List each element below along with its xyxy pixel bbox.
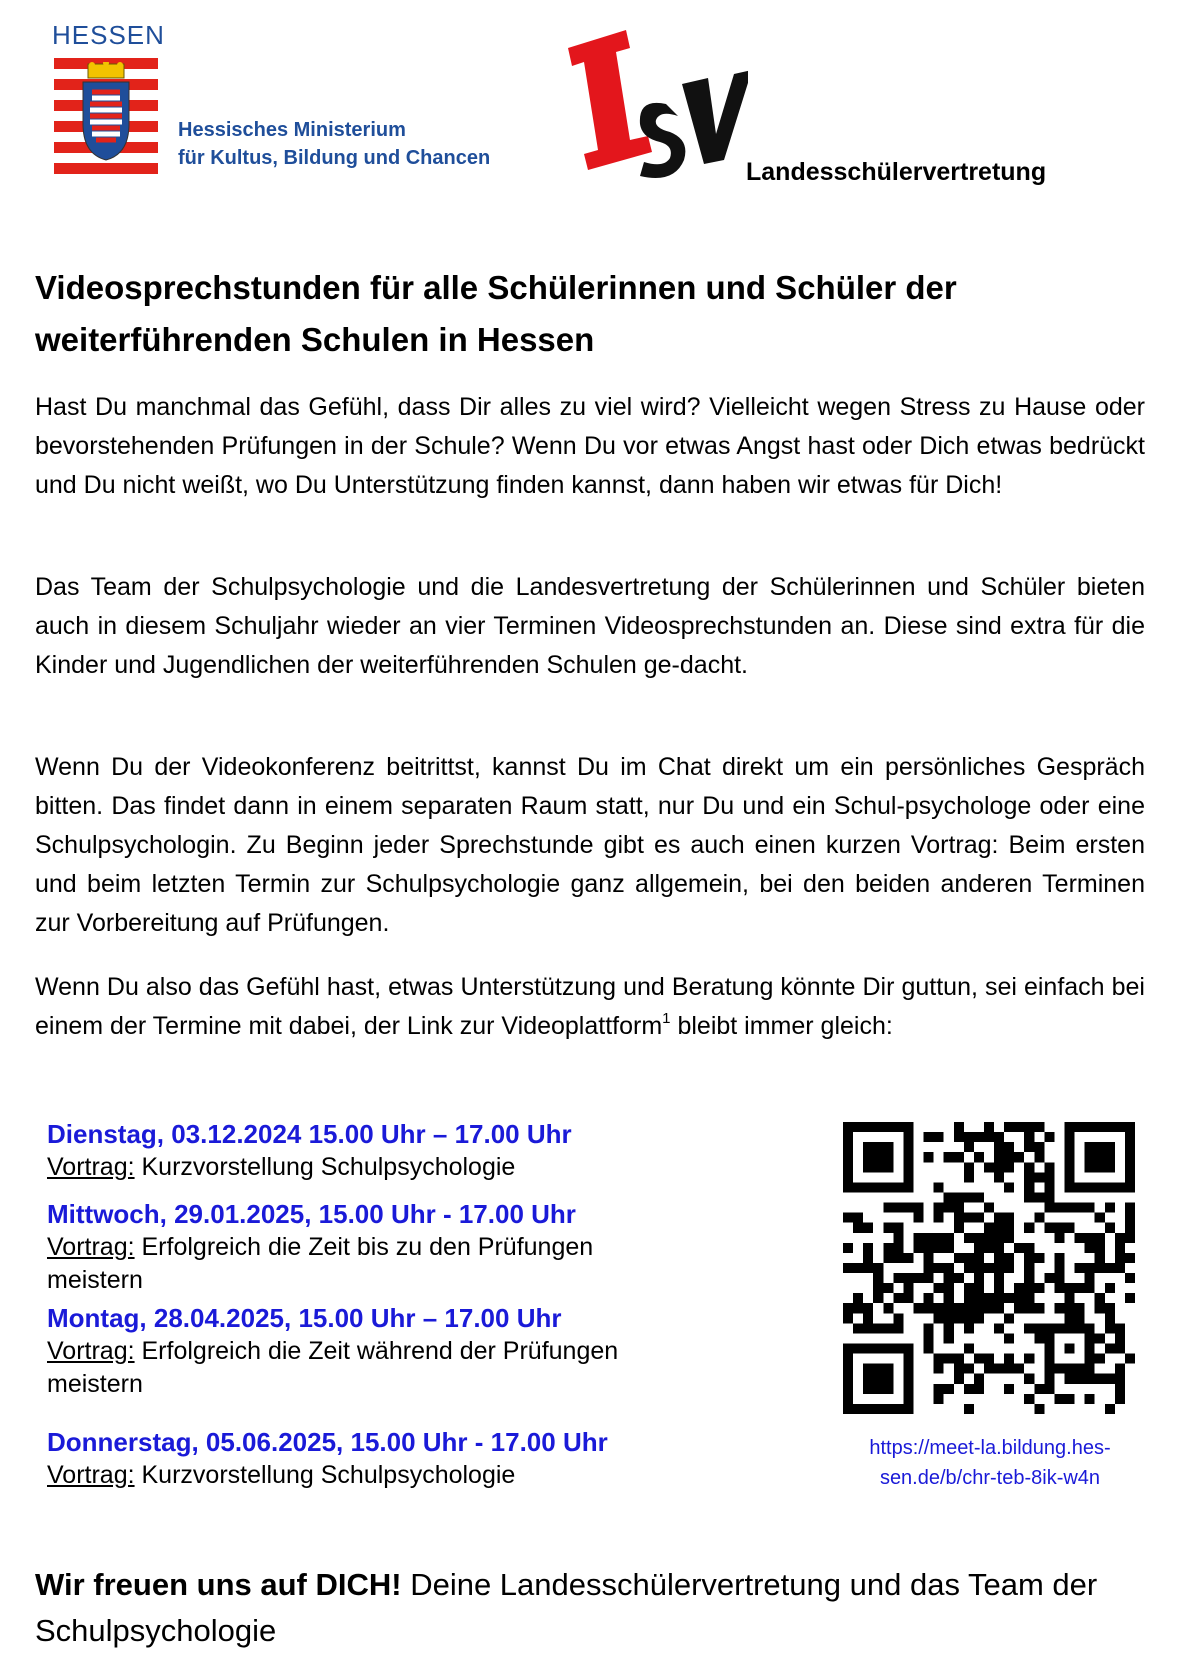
video-platform-link[interactable]: https://meet-la.bildung.hes- sen.de/b/chr-teb-8ik-w4n xyxy=(869,1437,1111,1489)
closing-text: Wir freuen uns auf DICH! Deine Landesschülervertretung und das Team der Schulpsychologie xyxy=(35,1567,1098,1648)
appointment-item xyxy=(47,1198,687,1297)
appointment-item xyxy=(47,1118,572,1184)
page-title: Videosprechstunden für alle Schülerinnen und Schüler der weiterführenden Schulen in Hessen xyxy=(35,269,957,358)
appointment-date: Mittwoch, 29.01.2025, 15.00 Uhr - 17.00 Uhr xyxy=(47,1199,576,1229)
procedure-paragraph: Wenn Du der Videokonferenz beitrittst, kannst Du im Chat direkt um ein persönliches Gespräch bitten. Das findet dann in einem separaten Raum statt, nur Du und ein Schul-psychologe oder eine Schulpsychologin. Zu Beginn jeder Sprechstunde gibt es auch einen kurzen Vortrag: Beim ersten und beim letzten Termin zur Schulpsychologie ganz allgemein, bei den beiden anderen Terminen zur Vorbereitung auf Prüfungen. xyxy=(35,753,1145,937)
appointment-talk: Vortrag: Erfolgreich die Zeit während der Prüfungen meistern xyxy=(47,1337,619,1398)
lsv-caption: Landesschülervertretung xyxy=(746,158,1047,186)
invitation-paragraph: Wenn Du also das Gefühl hast, etwas Unterstützung und Beratung könnte Dir guttun, sei einfach bei einem der Termine mit dabei, der Link zur Videoplattform$^1$ bleibt immer gleich: xyxy=(35,973,1145,1040)
intro-paragraph: Hast Du manchmal das Gefühl, dass Dir alles zu viel wird? Vielleicht wegen Stress zu Hause oder bevorstehenden Prüfungen in der Schule? Wenn Du vor etwas Angst hast oder Dich etwas bedrückt und Du nicht weißt, wo Du Unterstützung finden kannst, dann haben wir etwas für Dich! xyxy=(35,393,1145,499)
qr-code-icon[interactable] xyxy=(843,1122,1135,1414)
appointment-talk: Vortrag: Erfolgreich die Zeit bis zu den Prüfungen meistern xyxy=(47,1233,594,1294)
appointment-talk: Vortrag: Kurzvorstellung Schulpsychologie xyxy=(47,1461,516,1489)
footnote-marker: 1 xyxy=(662,1009,671,1027)
ministry-name: Hessisches Ministerium für Kultus, Bildung und Chancen xyxy=(178,119,491,169)
hessen-coat-of-arms-icon xyxy=(80,62,132,162)
hessen-ministry-logo xyxy=(52,18,512,178)
hessen-wordmark: HESSEN xyxy=(52,20,165,50)
lsv-logo-icon xyxy=(548,28,748,178)
hessen-flag-icon xyxy=(54,58,158,176)
appointment-item xyxy=(47,1302,707,1401)
appointment-item xyxy=(47,1426,608,1492)
appointment-date: Donnerstag, 05.06.2025, 15.00 Uhr - 17.00 Uhr xyxy=(47,1427,608,1457)
appointment-date: Dienstag, 03.12.2024 15.00 Uhr – 17.00 Uhr xyxy=(47,1119,572,1149)
appointment-talk: Vortrag: Kurzvorstellung Schulpsychologie xyxy=(47,1153,516,1181)
team-paragraph: Das Team der Schulpsychologie und die Landesvertretung der Schülerinnen und Schüler bieten auch in diesem Schuljahr wieder an vier Terminen Videosprechstunden an. Diese sind extra für die Kinder und Jugendlichen der weiterführenden Schulen ge-dacht. xyxy=(35,573,1145,679)
appointment-date: Montag, 28.04.2025, 15.00 Uhr – 17.00 Uhr xyxy=(47,1303,562,1333)
